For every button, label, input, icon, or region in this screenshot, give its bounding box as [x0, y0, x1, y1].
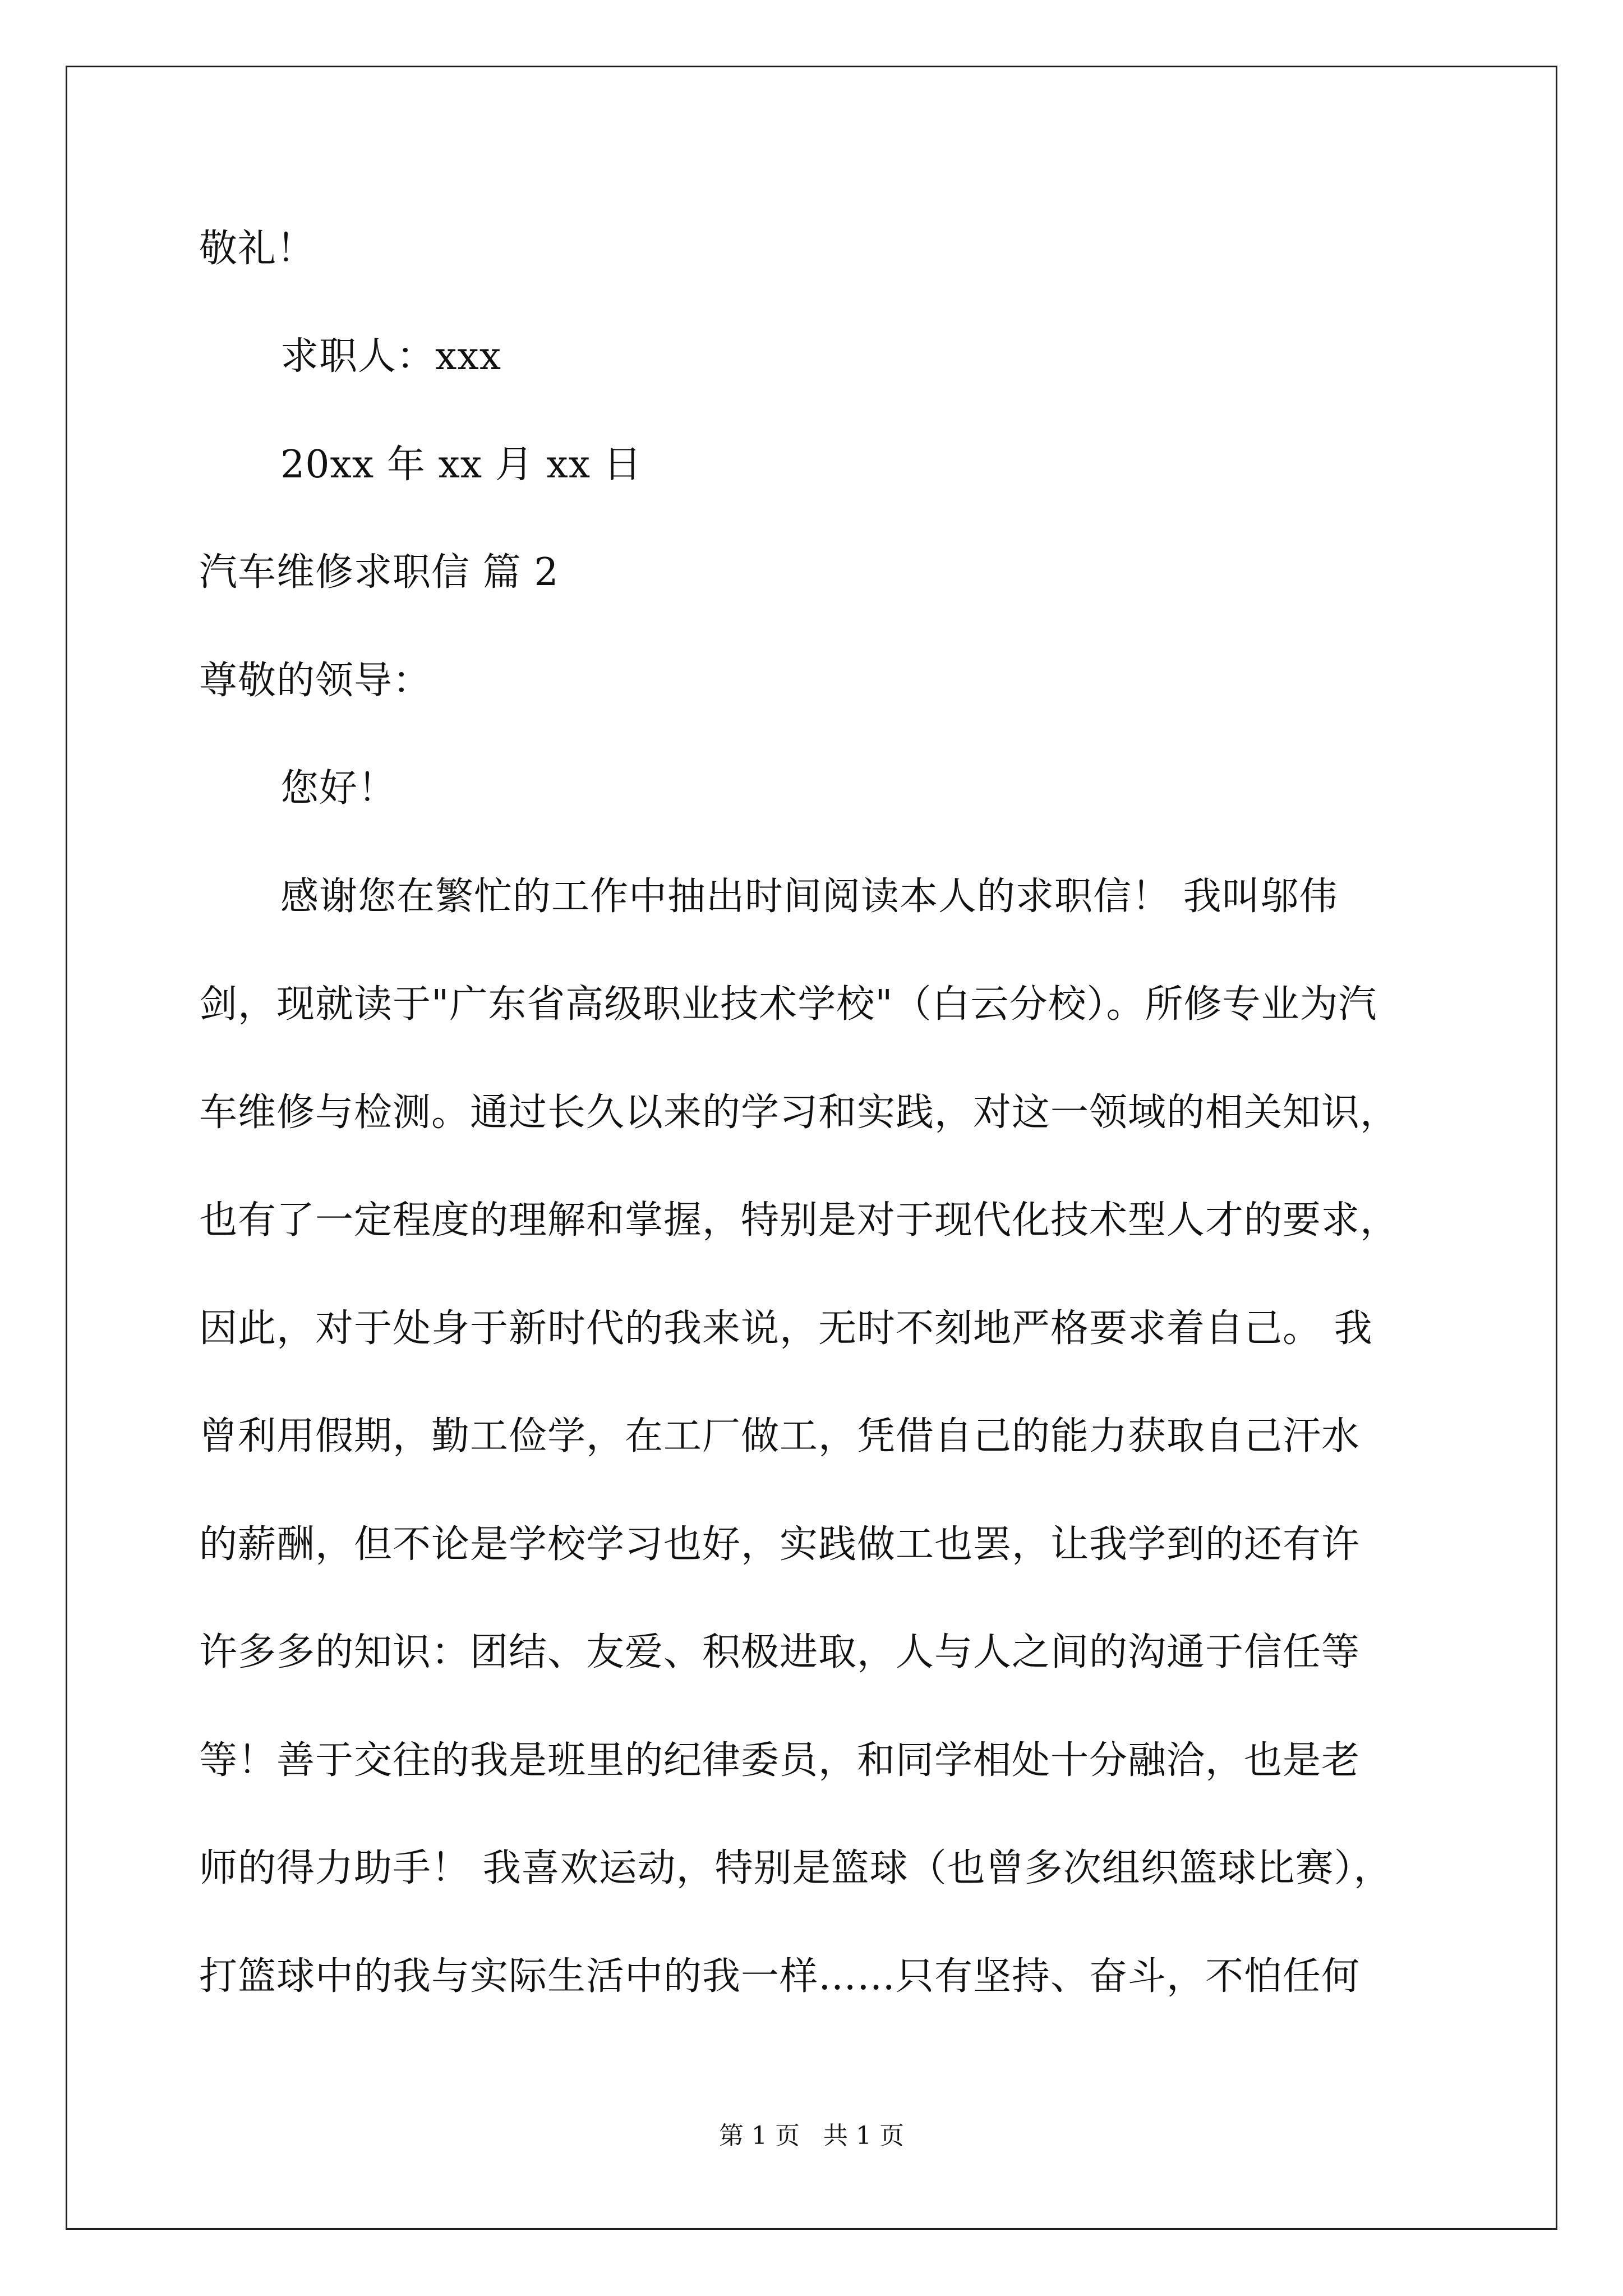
- letter-greeting: 尊敬的领导：: [199, 659, 432, 703]
- body-line: 的薪酬，但不论是学校学习也好，实践做工也罢，让我学到的还有许: [199, 1522, 1361, 1567]
- section-heading: 汽车维修求职信 篇 2: [199, 550, 559, 595]
- body-line: 师的得力助手！ 我喜欢运动，特别是篮球（也曾多次组织篮球比赛），: [199, 1846, 1393, 1890]
- date-line: 20xx 年 xx 月 xx 日: [280, 443, 642, 487]
- body-line: 剑，现就读于"广东省高级职业技术学校"（白云分校）。所修专业为汽: [199, 982, 1377, 1027]
- hello-line: 您好！: [280, 766, 397, 811]
- body-line: 曾利用假期，勤工俭学，在工厂做工，凭借自己的能力获取自己汗水: [199, 1414, 1361, 1458]
- body-line: 打篮球中的我与实际生活中的我一样……只有坚持、奋斗，不怕任何: [199, 1954, 1361, 1999]
- body-line: 因此，对于处身于新时代的我来说，无时不刻地严格要求着自己。 我: [199, 1306, 1373, 1351]
- body-line: 车维修与检测。通过长久以来的学习和实践，对这一领域的相关知识，: [199, 1091, 1399, 1135]
- closing-salutation: 敬礼！: [199, 227, 316, 271]
- body-line: 等！善于交往的我是班里的纪律委员，和同学相处十分融洽，也是老: [199, 1738, 1361, 1783]
- page-indicator: 第 1 页 共 1 页: [719, 2122, 904, 2150]
- signature-line: 求职人：xxx: [280, 334, 502, 379]
- page-frame: [66, 66, 1557, 2230]
- body-line: 也有了一定程度的理解和掌握，特别是对于现代化技术型人才的要求，: [199, 1198, 1399, 1243]
- body-line: 许多多的知识：团结、友爱、积极进取，人与人之间的沟通于信任等: [199, 1630, 1361, 1674]
- body-line: 感谢您在繁忙的工作中抽出时间阅读本人的求职信！ 我叫邬伟: [280, 875, 1338, 919]
